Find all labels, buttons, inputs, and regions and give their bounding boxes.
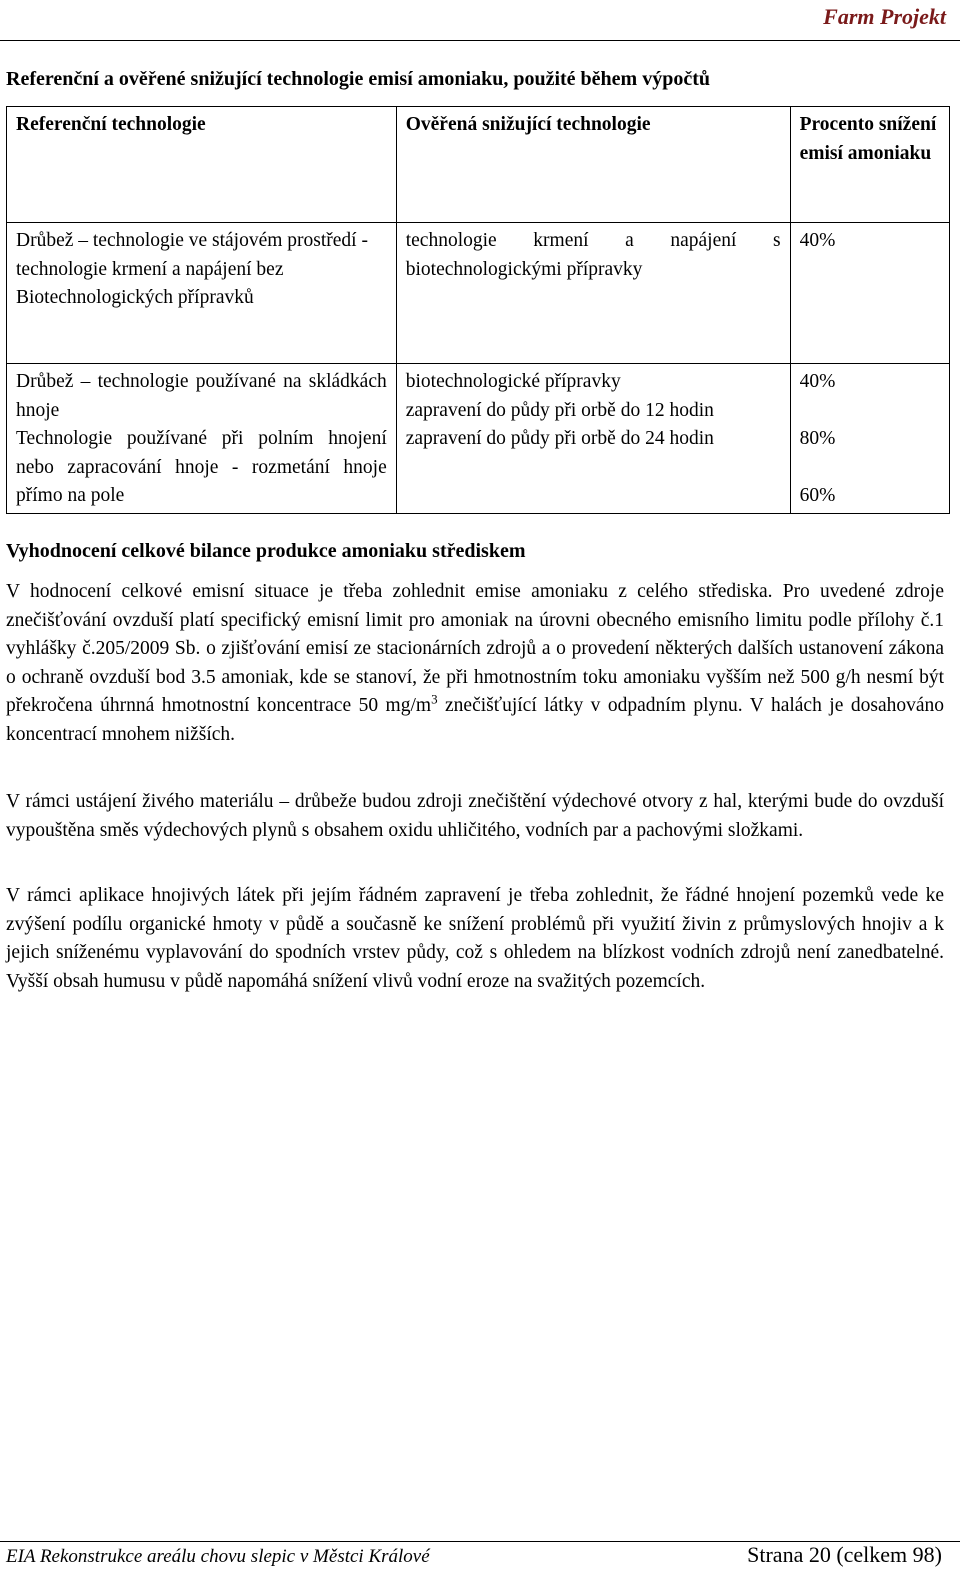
- row2-percent: [790, 364, 949, 514]
- evaluation-title: Vyhodnocení celkové bilance produkce amoniaku střediskem: [6, 540, 526, 562]
- header-reduction-percent: Procento snížení emisí amoniaku: [790, 107, 949, 223]
- unit-superscript: 3: [431, 691, 438, 707]
- row2-verified-24h: zapravení do půdy při orbě do 24 hodin: [405, 428, 714, 449]
- row1-reference: Drůbež – technologie ve stájovém prostředí -technologie krmení a napájení bez Biotechnologických přípravků: [7, 223, 397, 364]
- header-reference-technology: Referenční technologie: [7, 107, 397, 223]
- paragraph-emission-limits-main: V hodnocení celkové emisní situace je třeba zohlednit emise amoniaku z celého střediska. Pro uvedené zdroje znečišťování ovzduší platí specifický emisní limit pro amoniak na úrovni obecného emisního limitu podle přílohy č.1 vyhlášky č.205/2009 Sb. o zjišťování emisí ze stacionárních zdrojů a o provedení některých dalších ustanovení zákona o ochraně ovzduší bod 3.5 amoniak, kde se stanoví, že při hmotnostním toku amoniaku vyšším než 500 g/h nesmí být překročena úhrnná hmotnostní koncentrace 50 mg/m: [6, 581, 944, 717]
- header-verified-technology: Ověřená snižující technologie: [396, 107, 790, 223]
- row1-verified: technologie krmení a napájení s biotechnologickými přípravky: [396, 223, 790, 364]
- row2-verified: [396, 364, 790, 514]
- header-rule: [0, 40, 960, 41]
- row2-verified-12h: zapravení do půdy při orbě do 12 hodin: [405, 399, 714, 421]
- row1-percent: 40%: [790, 223, 949, 364]
- section-title: Referenční a ověřené snižující technologie emisí amoniaku, použité během výpočtů: [6, 68, 711, 90]
- row2-reference-poultry: Drůbež – technologie používané na skládkách hnoje: [16, 371, 387, 421]
- row2-percent-biotech: 40%: [799, 371, 836, 392]
- header-brand: Farm Projekt: [823, 4, 946, 29]
- emissions-table: [6, 106, 950, 514]
- table-row: [7, 223, 950, 364]
- paragraph-housing: V rámci ustájení živého materiálu – drůbeže budou zdroji znečištění výdechové otvory z hal, kterými bude do ovzduší vypouštěna směs výdechových plynů s obsahem oxidu uhličitého, vodních par a pachovými složkami.: [6, 791, 944, 841]
- table-row: [7, 364, 950, 514]
- footer-document-title: EIA Rekonstrukce areálu chovu slepic v Městci Králové: [6, 1546, 430, 1567]
- row2-reference: [7, 364, 397, 514]
- row2-percent-12h: 80%: [799, 428, 836, 449]
- row2-percent-24h: 60%: [799, 485, 836, 506]
- paragraph-emission-limits-tail: znečišťující látky v odpadním plynu. V halách je dosahováno koncentrací mnohem nižších.: [6, 695, 944, 745]
- table-header-row: [7, 107, 950, 223]
- row2-verified-biotech: biotechnologické přípravky: [405, 371, 621, 392]
- footer-page-number: Strana 20 (celkem 98): [747, 1542, 942, 1567]
- paragraph-fertilizer: V rámci aplikace hnojivých látek při jejím řádném zapravení je třeba zohlednit, že řádné hnojení pozemků vede ke zvýšení podílu organické hmoty v půdě a současně ke snížení problémů při využití živin z průmyslových hnojiv a k jejich sníženému vyplavování do spodních vrstev půdy, což s ohledem na blízkost vodních zdrojů není zanedbatelné. Vyšší obsah humusu v půdě napomáhá snížení vlivů vodní eroze na svažitých pozemcích.: [6, 885, 944, 992]
- row2-reference-field: Technologie používané při polním hnojení nebo zapracování hnoje - rozmetání hnoje přímo na pole: [16, 428, 387, 506]
- paragraph-emission-limits: [6, 578, 944, 750]
